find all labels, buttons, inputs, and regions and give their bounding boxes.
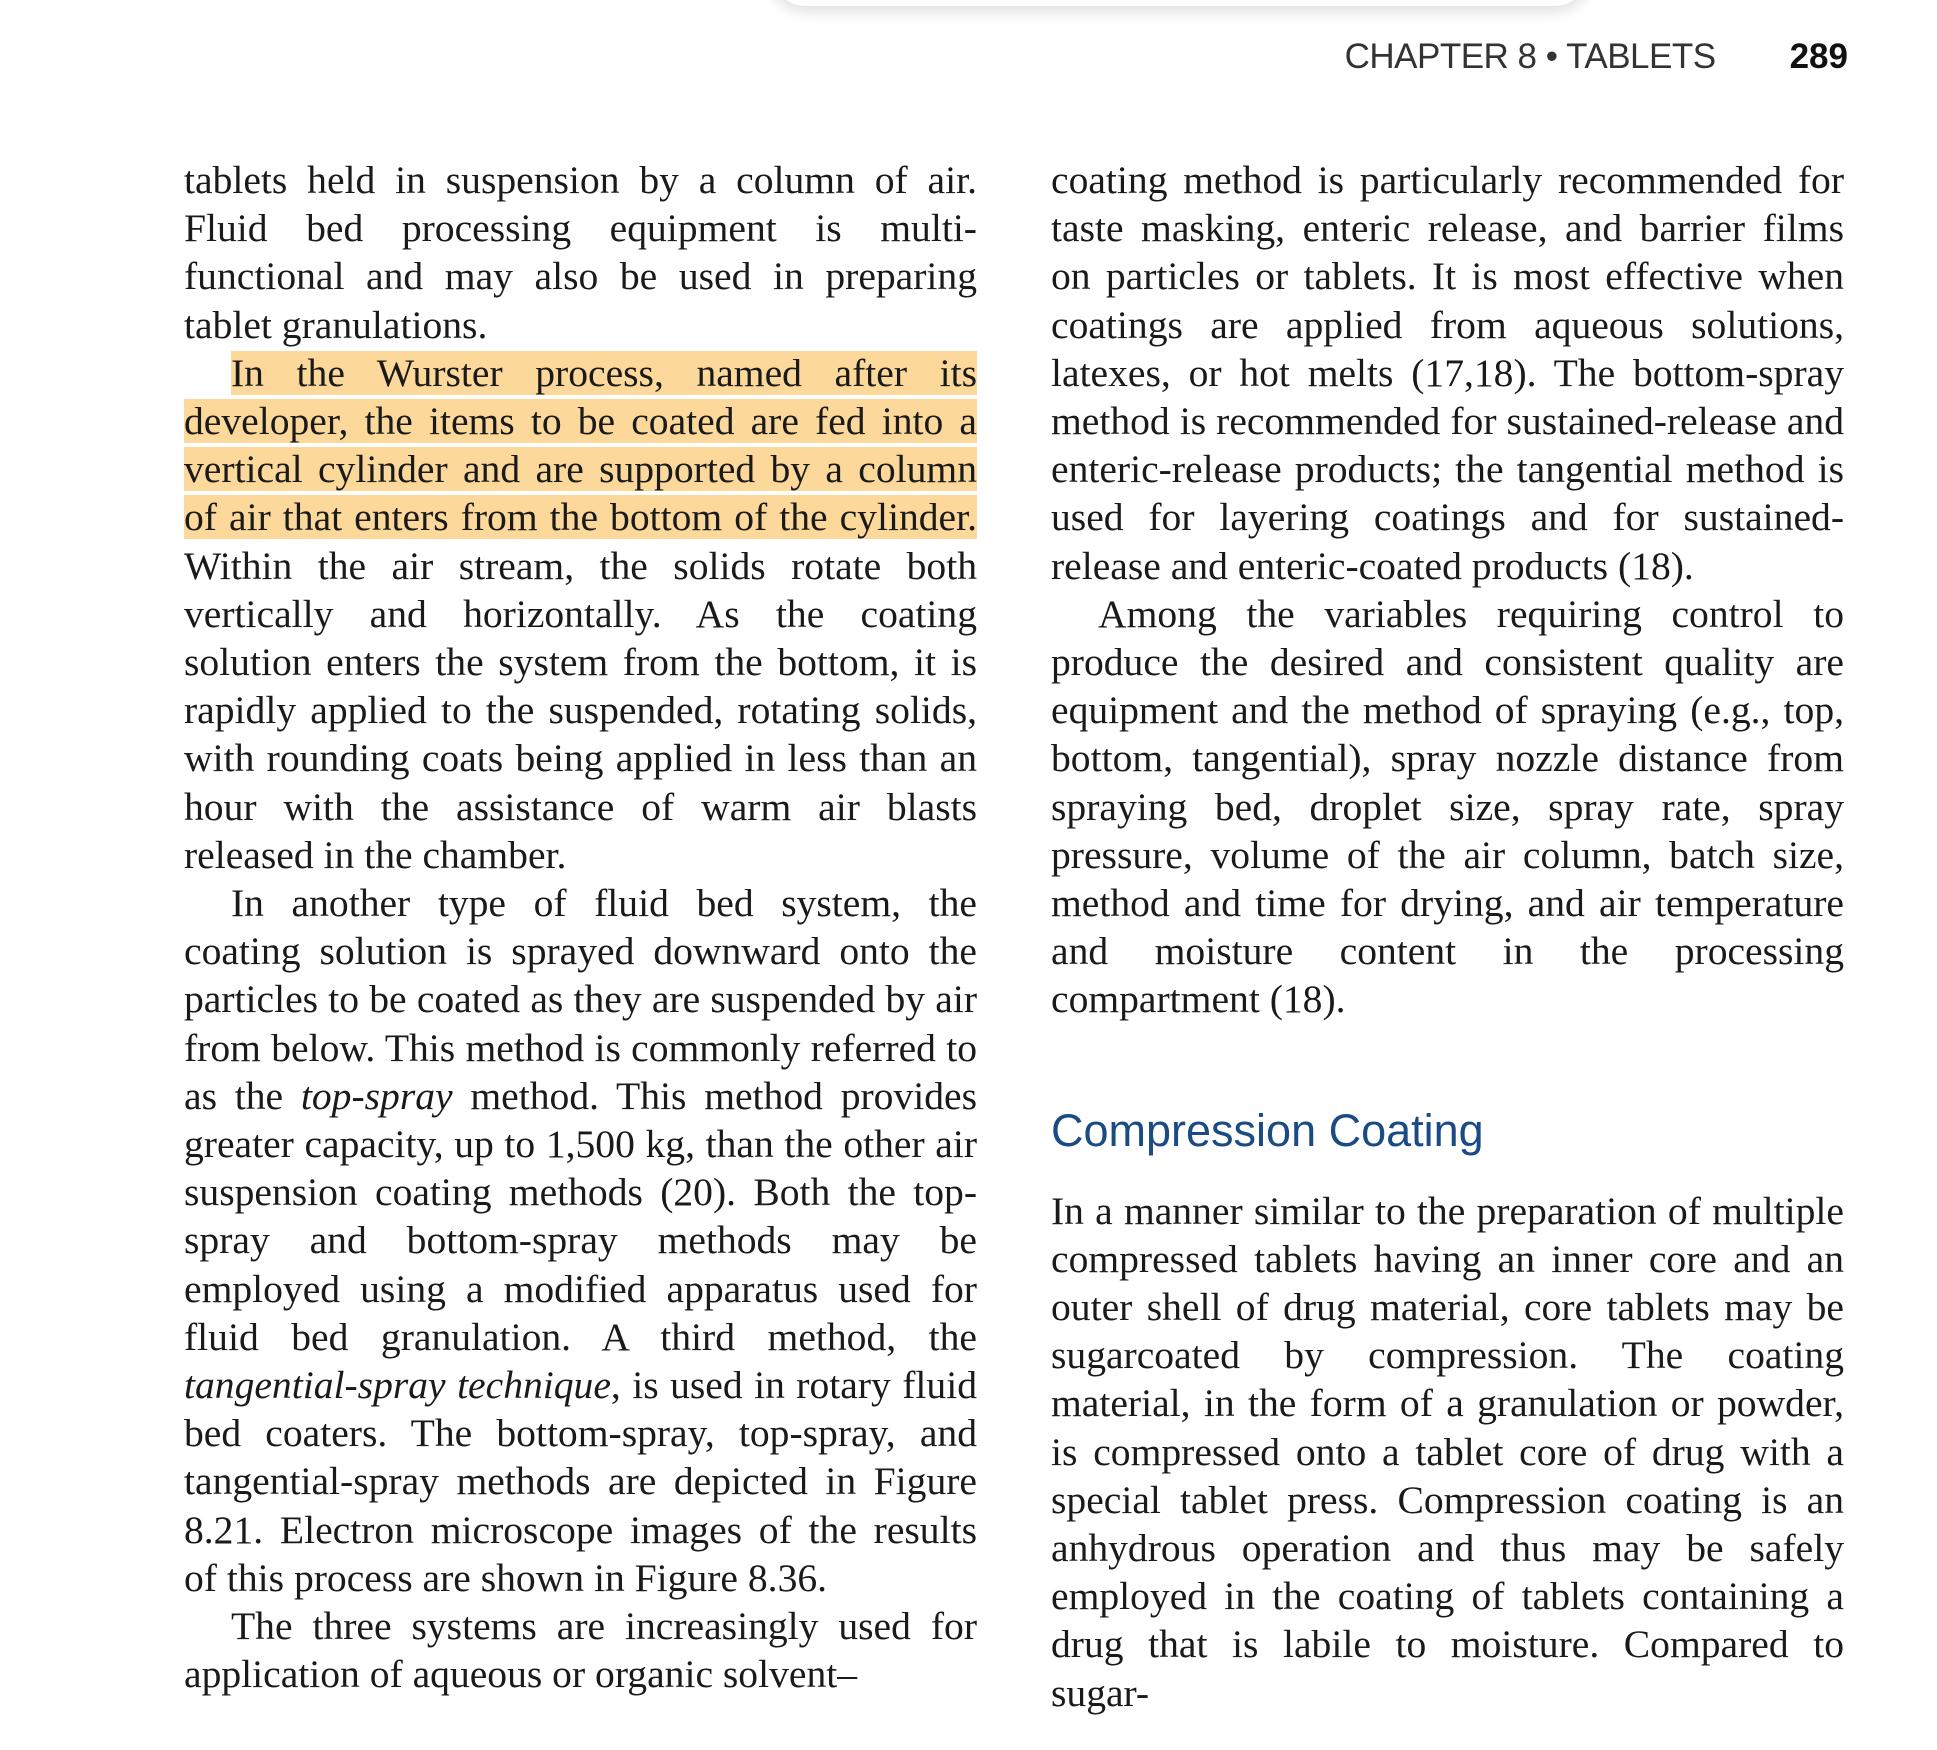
page-number: 289 bbox=[1789, 37, 1848, 76]
section-heading: Compression Coating bbox=[1051, 1104, 1484, 1156]
viewer-top-shadow bbox=[770, 0, 1590, 6]
chapter-label: CHAPTER 8 • TABLETS bbox=[1344, 37, 1716, 76]
right-column bbox=[1051, 156, 1844, 1717]
paragraph: coating method is particularly recommended for taste masking, enteric release, and barrier films on particles or tablets. It is most effective when coatings are applied from aqueous solutions, latexes, or hot melts (17,18). The bottom-spray method is recommended for sustained-release and enteric-release products; the tangential method is used for layering coatings and for sustained-release and enteric-coated products (18). bbox=[1051, 158, 1844, 588]
paragraph-text: , is used in rotary fluid bed coaters. The bottom-spray, top-spray, and tangential-spray methods are depicted in Figure 8.21. Electron microscope images of the results of this process are shown in Figure 8.36. bbox=[184, 1363, 977, 1600]
emphasis-tangential-spray: tangential-spray technique bbox=[184, 1363, 611, 1408]
paragraph: tablets held in suspension by a column of air. Fluid bed processing equipment is multi-functional and may also be used in preparing tablet granulations. bbox=[184, 158, 977, 347]
paragraph-text: Within the air stream, the solids rotate both vertically and horizontally. As the coating solution enters the system from the bottom, it is rapidly applied to the suspended, rotating solids, with rounding coats being applied in less than an hour with the assistance of warm air blasts released in the chamber. bbox=[184, 543, 977, 877]
paragraph-wurster bbox=[184, 349, 977, 879]
paragraph-top-spray bbox=[184, 879, 977, 1602]
running-header bbox=[1345, 32, 1848, 82]
paragraph-text: In another type of fluid bed system, the coating solution is sprayed downward onto the particles to be coated as they are suspended by air from below. This method is commonly referred to as the bbox=[184, 881, 977, 1118]
left-column bbox=[184, 156, 977, 1699]
emphasis-top-spray: top-spray bbox=[300, 1073, 453, 1118]
highlighted-text[interactable]: In the Wurster process, named after its developer, the items to be coated are fed into a vertical cylinder and are supported by a column of air that enters from the bottom of the cylinder. bbox=[184, 350, 977, 540]
paragraph: Among the variables requiring control to produce the desired and consistent quality are equipment and the method of spraying (e.g., top, bottom, tangential), spray nozzle distance from spraying bed, droplet size, spray rate, spray pressure, volume of the air column, batch size, method and time for drying, and air temperature and moisture content in the processing compartment (18). bbox=[1051, 591, 1844, 1022]
paragraph: In a manner similar to the preparation of multiple compressed tablets having an inner core and an outer shell of drug material, core tablets may be sugarcoated by compression. The coating material, in the form of a granulation or powder, is compressed onto a tablet core of drug with a special tablet press. Compression coating is an anhydrous operation and thus may be safely employed in the coating of tablets containing a drug that is labile to moisture. Compared to sugar- bbox=[1051, 1188, 1844, 1715]
paragraph: The three systems are increasingly used for application of aqueous or organic solvent– bbox=[184, 1604, 977, 1697]
paragraph-text: method. This method provides greater capacity, up to 1,500 kg, than the other air suspension coating methods (20). Both the top-spray and bottom-spray methods may be employed using a modified apparatus used for fluid bed granulation. A third method, the bbox=[184, 1073, 977, 1359]
